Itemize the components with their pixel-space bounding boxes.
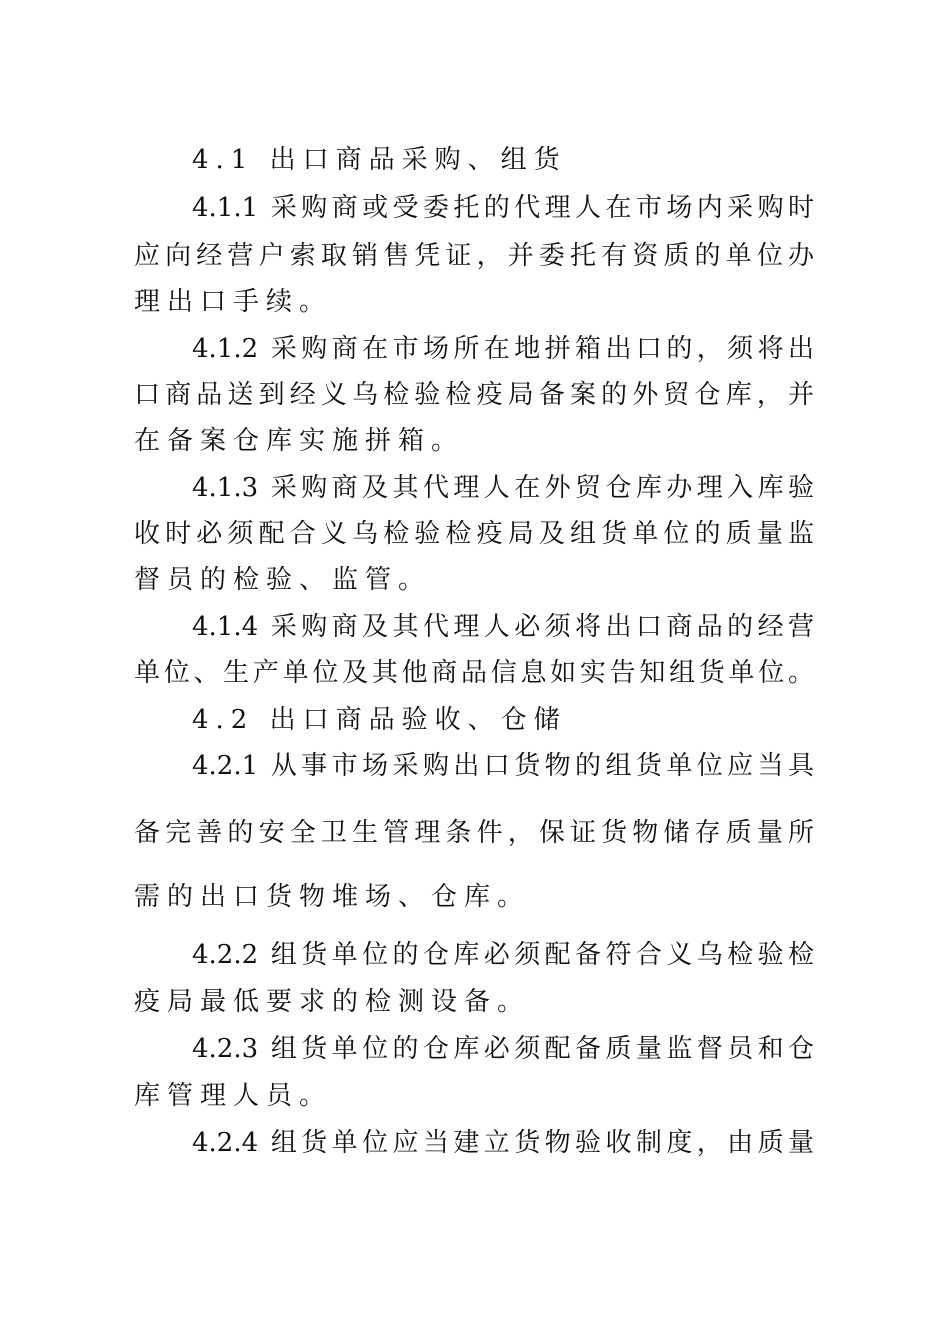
paragraph-line: 在备案仓库实施拼箱。 bbox=[134, 426, 465, 456]
heading-4-2: 4.2 出口商品验收、仓储 bbox=[192, 705, 567, 735]
paragraph-line: 4.2.1 从事市场采购出口货物的组货单位应当具 bbox=[192, 751, 814, 781]
paragraph-line: 库管理人员。 bbox=[134, 1081, 333, 1111]
paragraph-line: 理出口手续。 bbox=[134, 287, 333, 317]
paragraph-line: 4.1.1 采购商或受委托的代理人在市场内采购时 bbox=[192, 193, 814, 223]
paragraph-line: 疫局最低要求的检测设备。 bbox=[134, 987, 531, 1017]
paragraph-line: 4.2.3 组货单位的仓库必须配备质量监督员和仓 bbox=[192, 1034, 814, 1064]
paragraph-line: 收时必须配合义乌检验检疫局及组货单位的质量监 bbox=[134, 519, 814, 549]
heading-4-1: 4.1 出口商品采购、组货 bbox=[192, 145, 567, 175]
paragraph-line: 备完善的安全卫生管理条件，保证货物储存质量所 bbox=[134, 818, 814, 848]
paragraph-line: 4.1.2 采购商在市场所在地拼箱出口的，须将出 bbox=[192, 334, 814, 364]
paragraph-line: 4.2.4 组货单位应当建立货物验收制度，由质量 bbox=[192, 1128, 814, 1158]
paragraph-line: 口商品送到经义乌检验检疫局备案的外贸仓库，并 bbox=[134, 380, 814, 410]
paragraph-line: 督员的检验、监管。 bbox=[134, 565, 432, 595]
paragraph-line: 单位、生产单位及其他商品信息如实告知组货单位。 bbox=[134, 658, 814, 688]
paragraph-line: 应向经营户索取销售凭证，并委托有资质的单位办 bbox=[134, 241, 814, 271]
paragraph-line: 需的出口货物堆场、仓库。 bbox=[134, 882, 531, 912]
paragraph-line: 4.1.4 采购商及其代理人必须将出口商品的经营 bbox=[192, 612, 814, 642]
paragraph-line: 4.2.2 组货单位的仓库必须配备符合义乌检验检 bbox=[192, 940, 814, 970]
paragraph-line: 4.1.3 采购商及其代理人在外贸仓库办理入库验 bbox=[192, 473, 814, 503]
